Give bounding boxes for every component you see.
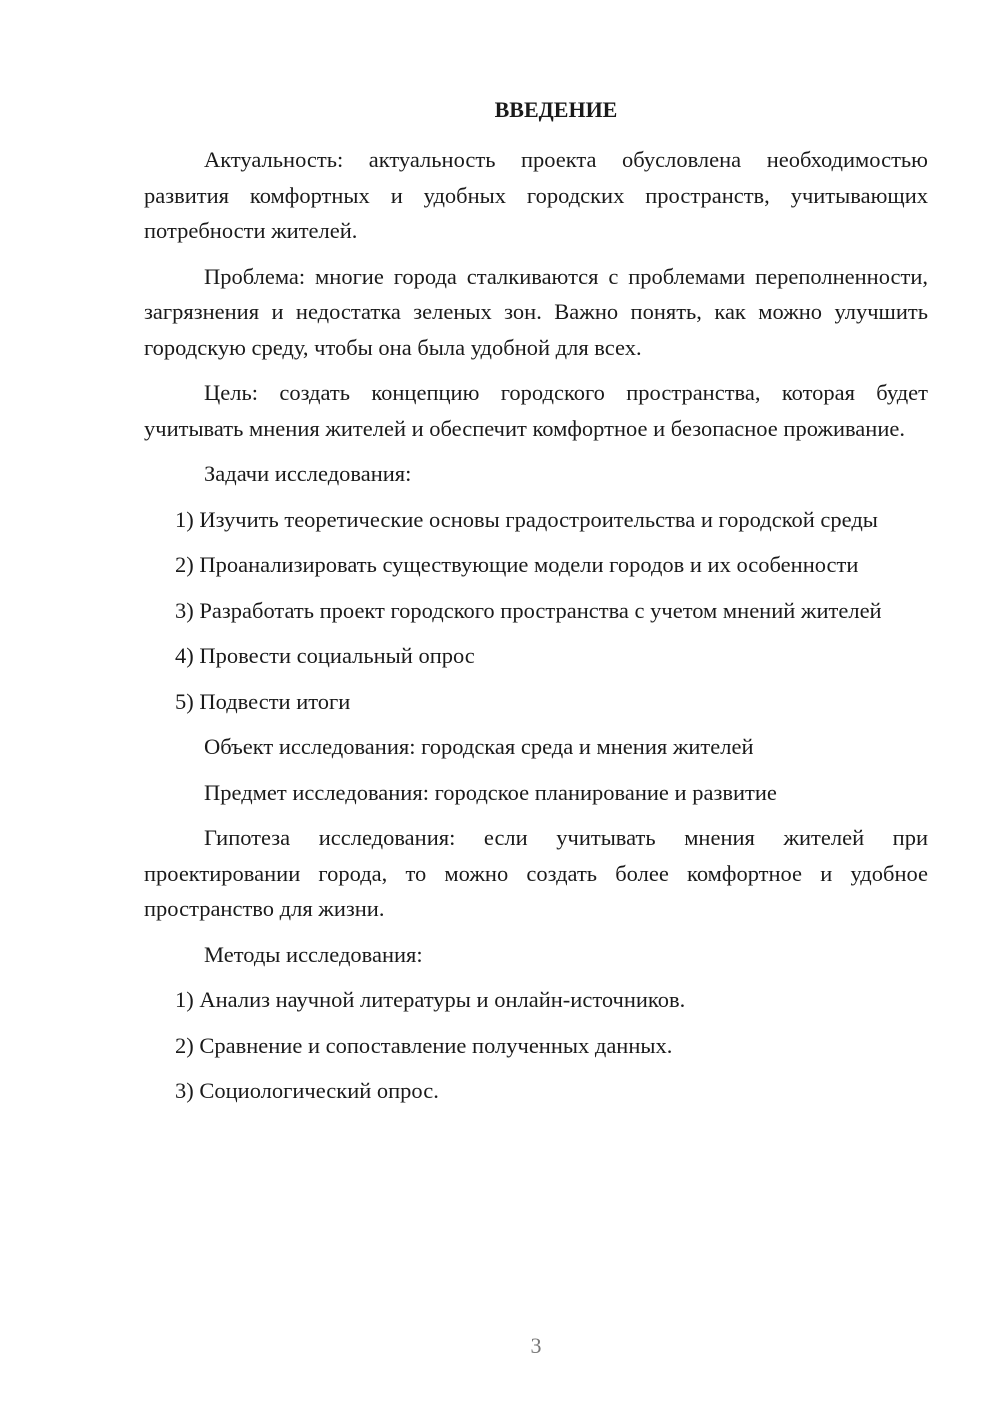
tasks-list — [144, 502, 928, 720]
list-item: 4) Провести социальный опрос — [175, 643, 475, 668]
list-item: 1) Изучить теоретические основы градостроительства и городской среды — [175, 506, 878, 532]
list-item: 5) Подвести итоги — [175, 688, 351, 714]
goal-paragraph: Цель: создать концепцию городского пространства, которая будет учитывать мнения жителей и обеспечит комфортное и безопасное проживание. — [144, 380, 928, 441]
document-page — [144, 92, 928, 1119]
list-item: 2) Проанализировать существующие модели городов и их особенности — [175, 552, 859, 577]
list-item: 1) Анализ научной литературы и онлайн-источников. — [175, 987, 686, 1012]
page-number: 3 — [530, 1333, 542, 1358]
list-item: 3) Социологический опрос. — [175, 1078, 439, 1103]
relevance-paragraph: Актуальность: актуальность проекта обусловлена необходимостью развития комфортных и удобных городских пространств, учитывающих потребности жителей. — [144, 147, 928, 243]
methods-heading: Методы исследования: — [204, 941, 423, 967]
list-item: 2) Сравнение и сопоставление полученных данных. — [175, 1032, 673, 1058]
problem-paragraph: Проблема: многие города сталкиваются с проблемами переполненности, загрязнения и недостатка зеленых зон. Важно понять, как можно улучшить городскую среду, чтобы она была удобной для всех. — [144, 263, 928, 360]
subject-paragraph: Предмет исследования: городское планирование и развитие — [204, 779, 777, 805]
object-paragraph: Объект исследования: городская среда и мнения жителей — [204, 734, 754, 759]
hypothesis-paragraph: Гипотеза исследования: если учитывать мнения жителей при проектировании города, то можно создать более комфортное и удобное пространство для жизни. — [144, 825, 928, 921]
tasks-heading: Задачи исследования: — [204, 461, 412, 486]
list-item: 3) Разработать проект городского пространства с учетом мнений жителей — [175, 597, 882, 623]
page-title: ВВЕДЕНИЕ — [494, 97, 618, 122]
methods-list — [144, 982, 928, 1109]
